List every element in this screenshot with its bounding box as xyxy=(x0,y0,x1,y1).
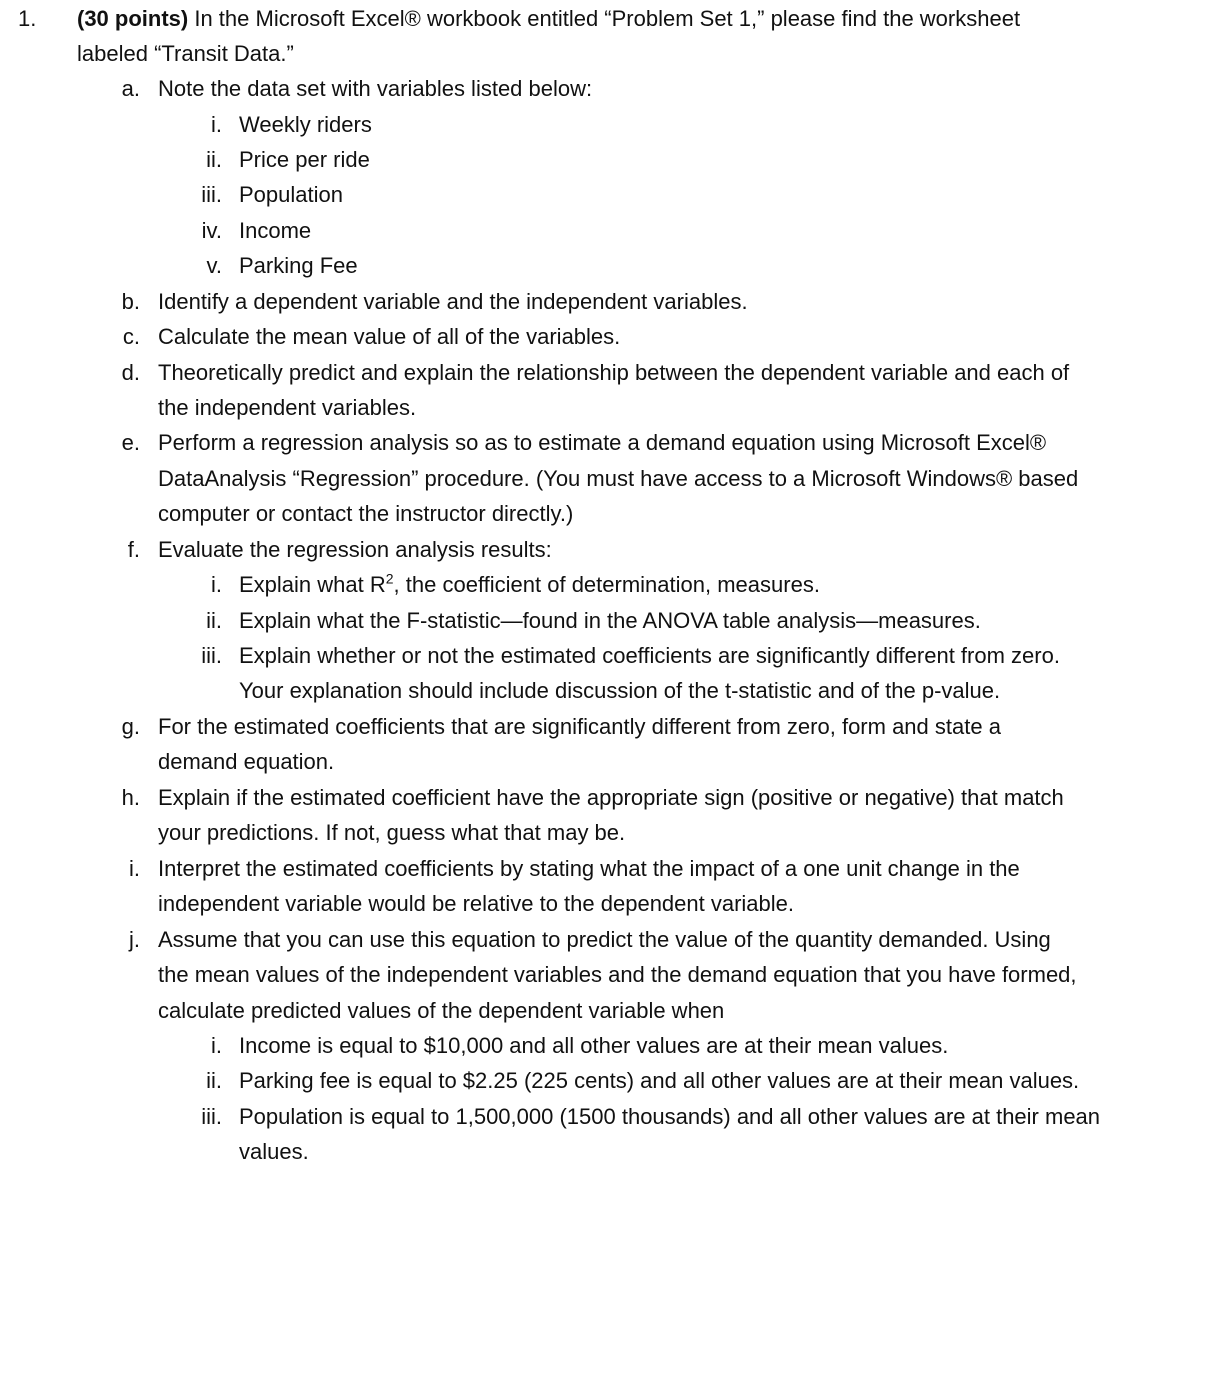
part-f-item-text-post: , the coefficient of determination, measures. xyxy=(393,572,820,597)
part-g-line-2: demand equation. xyxy=(158,749,335,774)
part-a-item-marker: i. xyxy=(211,112,222,137)
part-f-marker: f. xyxy=(127,537,140,562)
part-a-item-text: Price per ride xyxy=(239,147,370,172)
part-f-item-marker: i. xyxy=(211,572,222,597)
part-c-text: Calculate the mean value of all of the variables. xyxy=(158,324,621,349)
part-f-item-text: Explain what the F-statistic—found in the ANOVA table analysis—measures. xyxy=(239,608,981,633)
part-d-marker: d. xyxy=(121,360,140,385)
part-f-item-line-1: Explain whether or not the estimated coefficients are significantly different from zero. xyxy=(239,643,1060,668)
part-e-marker: e. xyxy=(121,430,140,455)
question-number: 1. xyxy=(18,6,37,31)
part-a-item-marker: iii. xyxy=(201,182,222,207)
part-b-marker: b. xyxy=(121,289,140,314)
part-f-item-marker: ii. xyxy=(206,608,222,633)
question-intro-text: In the Microsoft Excel® workbook entitled “Problem Set 1,” please find the worksheet xyxy=(188,6,1021,31)
part-j-item-line-1: Population is equal to 1,500,000 (1500 thousands) and all other values are at their mean xyxy=(239,1104,1101,1129)
part-e-line-3: computer or contact the instructor directly.) xyxy=(158,501,574,526)
part-i-line-1: Interpret the estimated coefficients by stating what the impact of a one unit change in the xyxy=(158,856,1020,881)
part-b-text: Identify a dependent variable and the independent variables. xyxy=(158,289,748,314)
part-f-text: Evaluate the regression analysis results: xyxy=(158,537,552,562)
part-i-marker: i. xyxy=(129,856,140,881)
part-j-line-2: the mean values of the independent variables and the demand equation that you have formed, xyxy=(158,962,1077,987)
part-e-line-2: DataAnalysis “Regression” procedure. (You must have access to a Microsoft Windows® based xyxy=(158,466,1079,491)
part-h-marker: h. xyxy=(121,785,140,810)
part-j-line-1: Assume that you can use this equation to predict the value of the quantity demanded. Using xyxy=(158,927,1051,952)
part-g-line-1: For the estimated coefficients that are significantly different from zero, form and state a xyxy=(158,714,1001,739)
part-d-line-1: Theoretically predict and explain the relationship between the dependent variable and each of xyxy=(158,360,1070,385)
part-j-item-text: Income is equal to $10,000 and all other values are at their mean values. xyxy=(239,1033,949,1058)
part-g-marker: g. xyxy=(121,714,140,739)
superscript-2: 2 xyxy=(385,570,394,587)
question-points: (30 points) xyxy=(77,6,189,31)
part-a-item-marker: v. xyxy=(206,253,222,278)
part-j-line-3: calculate predicted values of the dependent variable when xyxy=(158,998,725,1023)
part-j-item-marker: iii. xyxy=(201,1104,222,1129)
part-h-line-2: your predictions. If not, guess what that may be. xyxy=(158,820,626,845)
part-h-line-1: Explain if the estimated coefficient have the appropriate sign (positive or negative) that match xyxy=(158,785,1064,810)
part-a-item-text: Population xyxy=(239,182,343,207)
part-a-text: Note the data set with variables listed below: xyxy=(158,76,593,101)
part-i-line-2: independent variable would be relative to the dependent variable. xyxy=(158,891,795,916)
part-f-item-line-2: Your explanation should include discussion of the t-statistic and of the p-value. xyxy=(239,678,1001,703)
part-d-line-2: the independent variables. xyxy=(158,395,417,420)
question-intro-line-2: labeled “Transit Data.” xyxy=(77,41,294,66)
part-j-marker: j. xyxy=(129,927,140,952)
part-a-marker: a. xyxy=(121,76,140,101)
part-a-item-text: Income xyxy=(239,218,312,243)
part-e-line-1: Perform a regression analysis so as to estimate a demand equation using Microsoft Excel® xyxy=(158,430,1047,455)
part-j-item-text: Parking fee is equal to $2.25 (225 cents) and all other values are at their mean values. xyxy=(239,1068,1080,1093)
part-j-item-marker: i. xyxy=(211,1033,222,1058)
part-a-item-marker: iv. xyxy=(201,218,222,243)
part-a-item-marker: ii. xyxy=(206,147,222,172)
part-c-marker: c. xyxy=(122,324,140,349)
part-a-item-text: Weekly riders xyxy=(239,112,372,137)
part-a-item-text: Parking Fee xyxy=(239,253,358,278)
part-f-item-text-pre: Explain what R xyxy=(239,572,386,597)
part-j-item-line-2: values. xyxy=(239,1139,309,1164)
part-f-item-text xyxy=(239,567,820,602)
part-f-item-marker: iii. xyxy=(201,643,222,668)
part-j-item-marker: ii. xyxy=(206,1068,222,1093)
question-intro-line-1 xyxy=(77,1,1020,36)
